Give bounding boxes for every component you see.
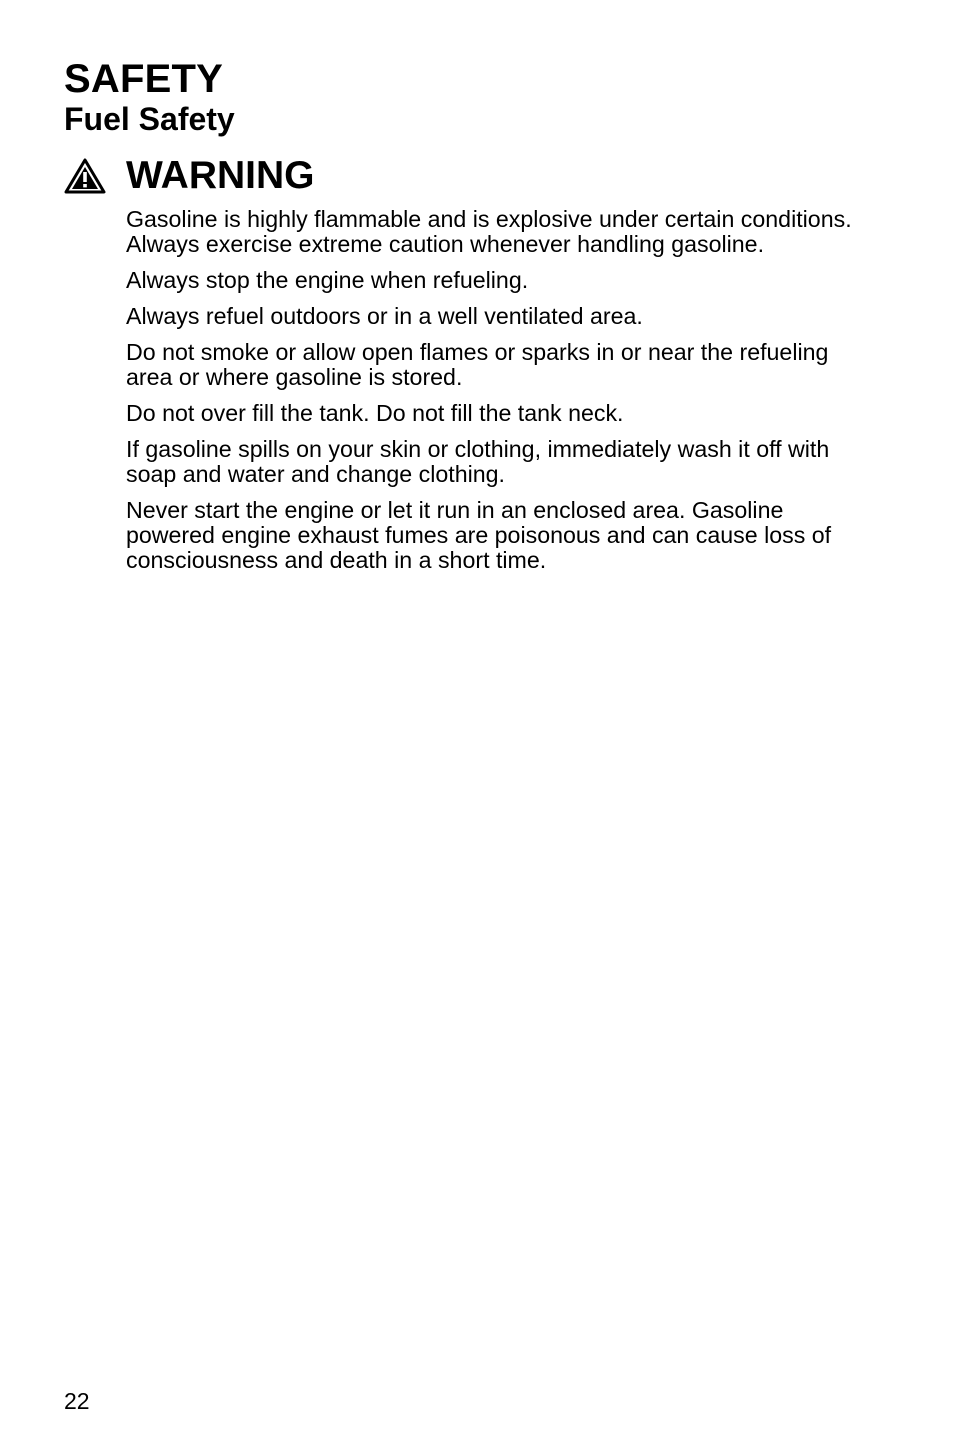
section-title: SAFETY: [64, 57, 223, 101]
warning-paragraph: Gasoline is highly flammable and is explosive under certain conditions. Always exercise extreme caution whenever handling gasoline.: [126, 206, 852, 257]
warning-paragraph: Never start the engine or let it run in an enclosed area. Gasoline powered engine exhaust fumes are poisonous and can cause loss of consciousness and death in a short time.: [126, 497, 832, 573]
warning-paragraph: Do not over fill the tank. Do not fill the tank neck.: [126, 400, 624, 426]
page-number: 22: [64, 1388, 90, 1414]
warning-triangle-icon: [64, 158, 106, 194]
warning-paragraph: Do not smoke or allow open flames or sparks in or near the refueling area or where gasoline is stored.: [126, 339, 829, 390]
warning-paragraph: If gasoline spills on your skin or clothing, immediately wash it off with soap and water and change clothing.: [126, 436, 830, 487]
warning-header: [64, 153, 315, 199]
warning-label: WARNING: [126, 154, 315, 197]
subsection-title: Fuel Safety: [64, 101, 235, 137]
warning-paragraph: Always refuel outdoors or in a well ventilated area.: [126, 303, 643, 329]
warning-body: [126, 207, 866, 584]
warning-paragraph: Always stop the engine when refueling.: [126, 267, 529, 293]
